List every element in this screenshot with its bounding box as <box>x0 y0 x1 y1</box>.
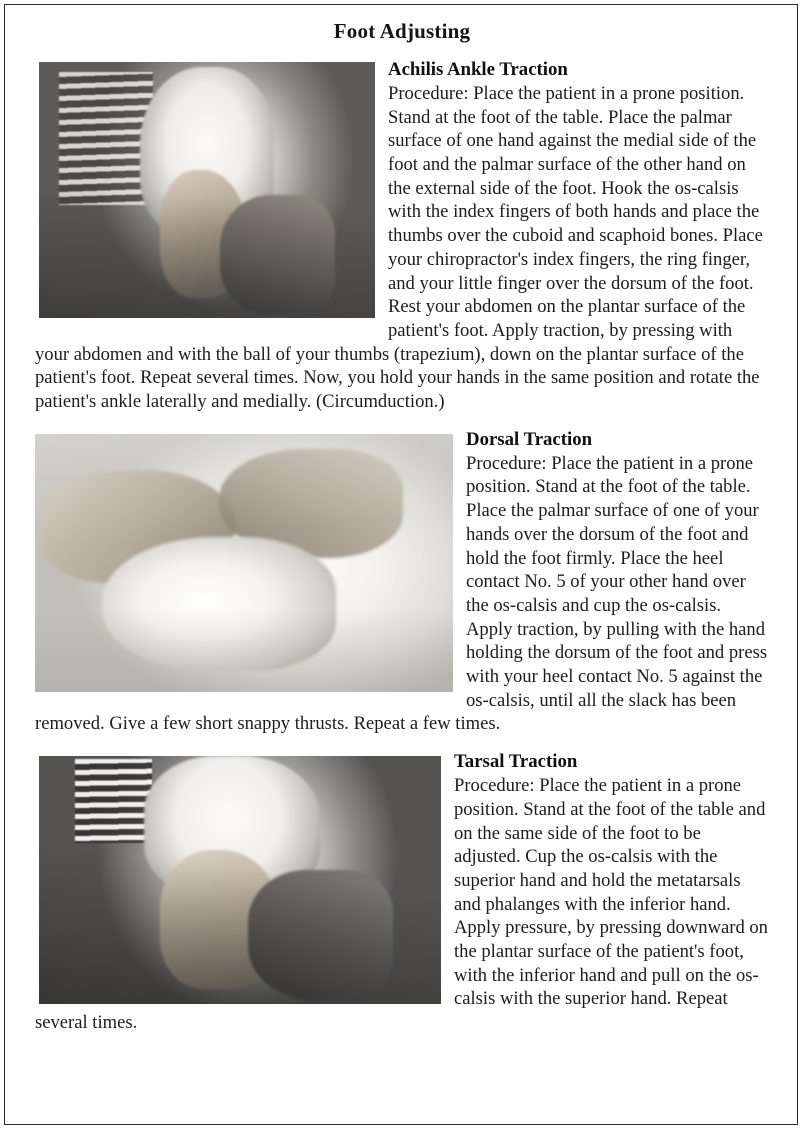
section-body-text: Procedure: Place the patient in a prone position. Stand at the foot of the table. Place the palmar surface of one hand against the medial side of the foot and the palmar surface of the other hand on the external side of the foot. Hook the os-calsis with the index fingers of both hands and place the thumbs over the cuboid and scaphoid bones. Place your chiropractor's index fingers, the ring finger, and your little finger over the dorsum of the foot. Rest your abdomen on the plantar surface of the patient's foot. Apply traction, by pressing with your abdomen and with the ball of your thumbs (trapezium), down on the plantar surface of the patient's foot. Repeat several times. Now, you hold your hands in the same position and rotate the patient's ankle laterally and medially. (Circumduction.) <box>35 82 763 413</box>
section-tarsal-traction <box>35 736 769 1035</box>
section-heading: Achilis Ankle Traction <box>388 59 568 80</box>
tarsal-traction-photo <box>39 756 441 1004</box>
section-dorsal-traction <box>35 414 769 736</box>
document-page <box>4 4 798 1125</box>
photo-shading <box>35 434 453 692</box>
section-achilis-ankle-traction <box>35 58 769 414</box>
photo-shading <box>39 62 375 318</box>
photo-shading <box>39 756 441 1004</box>
section-heading: Dorsal Traction <box>466 428 593 450</box>
section-body-text: Procedure: Place the patient in a prone position. Stand at the foot of the table and on the same side of the foot to be adjusted. Cup the os-calsis with the superior hand and hold the metatarsals and phalanges with the inferior hand. Apply pressure, by pressing downward on the plantar surface of the patient's foot, with the inferior hand and pull on the os-calsis with the superior hand. Repeat several times. <box>35 775 768 1034</box>
section-heading: Tarsal Traction <box>454 751 578 773</box>
dorsal-traction-photo <box>35 434 453 692</box>
achilis-ankle-traction-photo <box>39 62 375 318</box>
page-title: Foot Adjusting <box>333 19 471 43</box>
page-content <box>5 5 797 1124</box>
section-body-text: Procedure: Place the patient in a prone position. Stand at the foot of the table. Place the palmar surface of one of your hands over the dorsum of the foot and hold the foot firmly. Place the heel contact No. 5 of your other hand over the os-calsis and cup the os-calsis. Apply traction, by pulling with the hand holding the dorsum of the foot and press with your heel contact No. 5 against the os-calsis, until all the slack has been removed. Give a few short snappy thrusts. Repeat a few times. <box>35 452 768 735</box>
